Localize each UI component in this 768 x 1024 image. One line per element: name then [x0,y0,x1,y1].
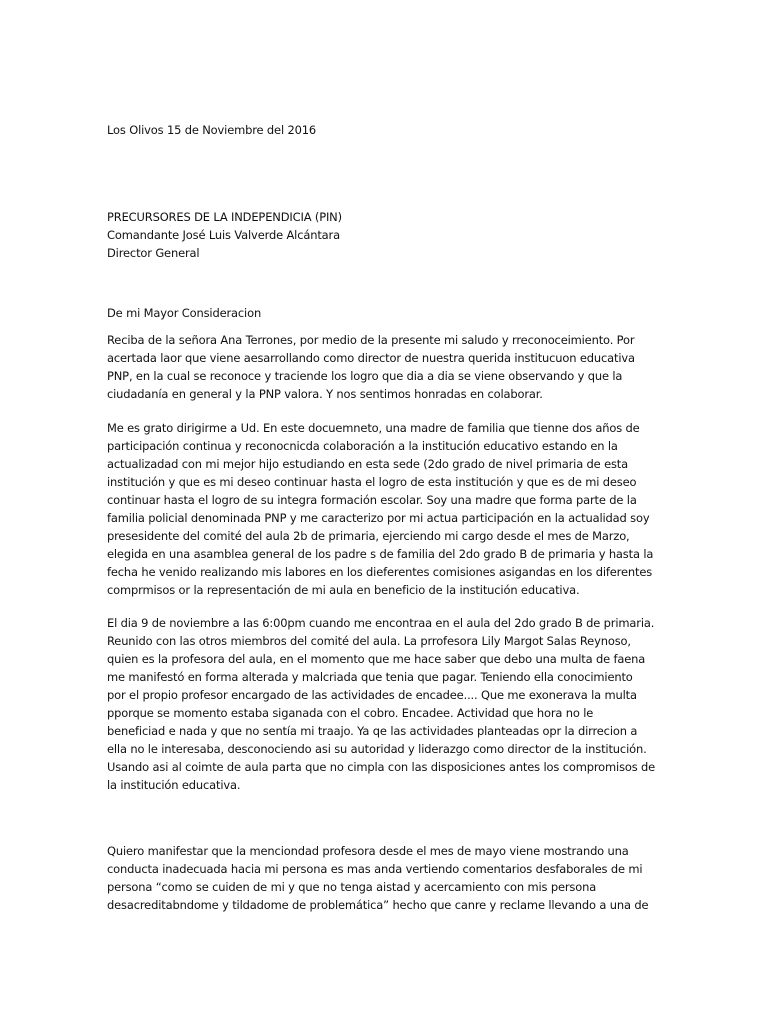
paragraph-line: Me es grato dirigirme a Ud. En este docuemneto, una madre de familia que tienne dos años de [107,421,640,435]
paragraph-line: quien es la profesora del aula, en el momento que me hace saber que debo una multa de faena [107,652,646,666]
paragraph-line: fecha he venido realizando mis labores en los dieferentes comisiones asigandas en los diferentes [107,565,653,579]
paragraph-line: Reunido con las otros miembros del comité del aula. La prrofesora Lily Margot Salas Reynoso, [107,634,631,648]
paragraph-line: participación continua y reconocnicda colaboración a la institución educativo estando en la [107,439,618,453]
paragraph-line: beneficiad e nada y que no sentía mi traajo. Ya qe las actividades planteadas opr la dirrecion a [107,724,638,738]
paragraph-line: continuar hasta el logro de su integra formación escolar. Soy una madre que forma parte de la [107,493,637,507]
paragraph-line: elegida en una asamblea general de los padre s de familia del 2do grado B de primaria y hasta la [107,547,654,561]
date-line [107,121,667,139]
recipient-name: Comandante José Luis Valverde Alcántara [107,228,340,242]
recipient-organization: PRECURSORES DE LA INDEPENDICIA (PIN) [107,210,342,224]
salutation [107,304,667,322]
paragraph-2 [107,419,667,599]
salutation-text: De mi Mayor Consideracion [107,306,262,320]
paragraph-line: la institución educativa. [107,778,241,792]
paragraph-line: PNP, en la cual se reconoce y traciende los logro que dia a dia se viene observando y que la [107,369,623,383]
paragraph-line: presesidente del comité del aula 2b de primaria, ejerciendo mi cargo desde el mes de Marzo, [107,529,630,543]
paragraph-line: actualizadad con mi mejor hijo estudiando en esta sede (2do grado de nivel primaria de esta [107,457,629,471]
paragraph-4 [107,842,667,914]
recipient-block [107,208,667,262]
paragraph-line: pporque se momento estaba siganada con el cobro. Encadee. Actividad que hora no le [107,706,594,720]
paragraph-line: persona “como se cuiden de mi y que no tenga aistad y acercamiento con mis persona [107,880,597,894]
paragraph-line: desacreditabndome y tildadome de problemática” hecho que canre y reclame llevando a una de [107,898,649,912]
paragraph-line: Quiero manifestar que la menciondad profesora desde el mes de mayo viene mostrando una [107,844,629,858]
paragraph-line: conducta inadecuada hacia mi persona es mas anda vertiendo comentarios desfaborales de mi [107,862,643,876]
paragraph-line: Usando asi al coimte de aula parta que no cimpla con las disposiciones antes los compromisos de [107,760,656,774]
paragraph-3 [107,614,667,794]
paragraph-line: ciudadanía en general y la PNP valora. Y nos sentimos honradas en colaborar. [107,387,543,401]
paragraph-line: institución y que es mi deseo continuar hasta el logro de esta institución y que es de mi deseo [107,475,637,489]
paragraph-line: me manifestó en forma alterada y malcriada que tenia que pagar. Teniendo ella conocimiento [107,670,633,684]
recipient-position: Director General [107,246,200,260]
paragraph-line: acertada laor que viene aesarrollando como director de nuestra querida institucuon educativa [107,351,635,365]
date-text: Los Olivos 15 de Noviembre del 2016 [107,123,317,137]
paragraph-line: familia policial denominada PNP y me caracterizo por mi actua participación en la actualidad soy [107,511,650,525]
paragraph-line: Reciba de la señora Ana Terrones, por medio de la presente mi saludo y rreconoceimiento. Por [107,333,635,347]
paragraph-line: por el propio profesor encargado de las actividades de encadee.... Que me exoneravа la multa [107,688,637,702]
paragraph-1 [107,331,667,403]
paragraph-line: El dia 9 de noviembre a las 6:00pm cuando me encontraa en el aula del 2do grado B de primaria. [107,616,655,630]
paragraph-line: ella no le interesaba, desconociendo asi su autoridad y liderazgo como director de la institución. [107,742,647,756]
paragraph-line: comprmisos or la representación de mi aula en beneficio de la institución educativa. [107,583,580,597]
